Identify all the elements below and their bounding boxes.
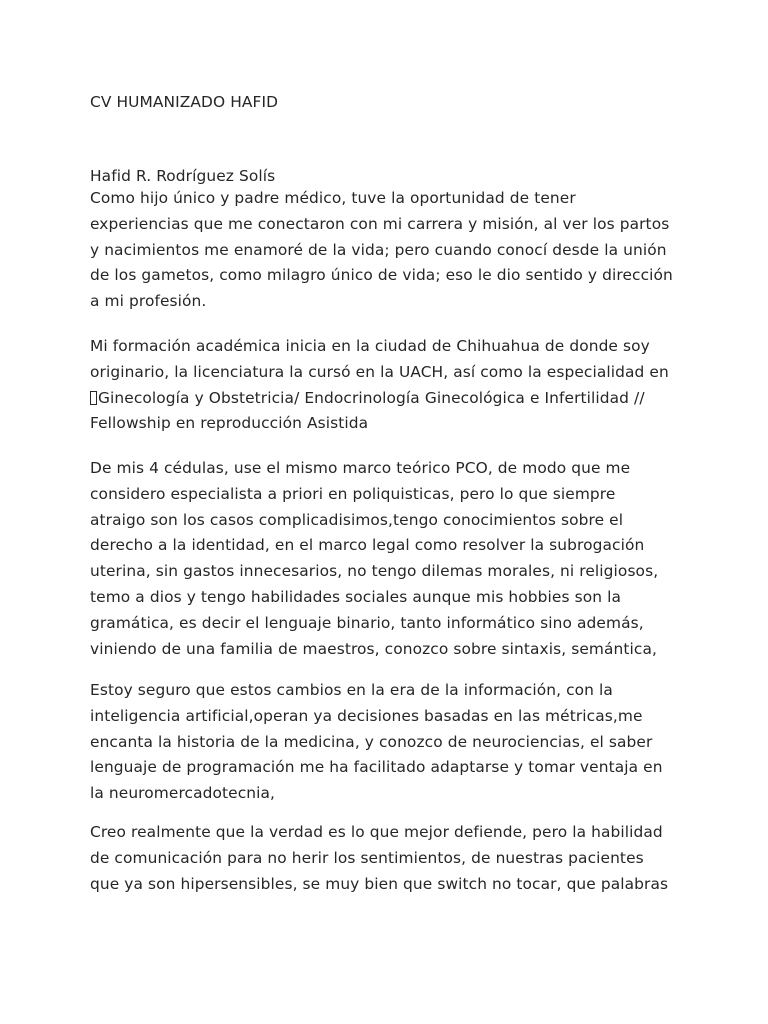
- paragraph-line: Como hijo único y padre médico, tuve la oportunidad de tener: [90, 189, 576, 207]
- paragraph-line: encanta la historia de la medicina, y conozco de neurociencias, el saber: [90, 732, 653, 751]
- paragraph-line: uterina, sin gastos innecesarios, no tengo dilemas morales, ni religiosos,: [90, 562, 659, 581]
- paragraph-line: derecho a la identidad, en el marco legal como resolver la subrogación: [90, 536, 645, 555]
- paragraph-line: temo a dios y tengo habilidades sociales aunque mis hobbies son la: [90, 587, 621, 606]
- author-name: Hafid R. Rodríguez Solís: [90, 167, 276, 185]
- paragraph-line: experiencias que me conectaron con mi carrera y misión, al ver los partos: [90, 214, 670, 233]
- paragraph-line: atraigo son los casos complicadisimos,tengo conocimientos sobre el: [90, 510, 624, 529]
- paragraph-line: de los gametos, como milagro único de vida; eso le dio sentido y dirección: [90, 266, 673, 285]
- paragraph-line: que ya son hipersensibles, se muy bien que switch no tocar, que palabras: [90, 874, 669, 893]
- paragraph-line: gramática, es decir el lenguaje binario, tanto informático sino además,: [90, 613, 644, 632]
- paragraph-line-with-glyph: [90, 386, 690, 412]
- paragraph-line: viniendo de una familia de maestros, conozco sobre sintaxis, semántica,: [90, 639, 657, 658]
- paragraph-line: la neuromercadotecnia,: [90, 784, 276, 803]
- paragraph-line: considero especialista a priori en poliquisticas, pero lo que siempre: [90, 484, 616, 503]
- author-block: [90, 165, 690, 187]
- paragraph-line: De mis 4 cédulas, use el mismo marco teórico PCO, de modo que me: [90, 459, 631, 477]
- paragraph-education: [90, 334, 690, 437]
- paragraph-line: de comunicación para no herir los sentimientos, de nuestras pacientes: [90, 848, 644, 867]
- paragraph-line: lenguaje de programación me ha facilitado adaptarse y tomar ventaja en: [90, 758, 663, 777]
- paragraph-communication: [90, 820, 690, 897]
- paragraph-line: inteligencia artificial,operan ya decisiones basadas en las métricas,me: [90, 706, 643, 725]
- paragraph-line: y nacimientos me enamoré de la vida; pero cuando conocí desde la unión: [90, 240, 667, 259]
- paragraph-line: Creo realmente que la verdad es lo que mejor defiende, pero la habilidad: [90, 823, 663, 841]
- paragraph-credentials: [90, 456, 690, 662]
- paragraph-line: a mi profesión.: [90, 292, 207, 311]
- document-title: CV HUMANIZADO HAFID: [90, 93, 279, 111]
- paragraph-line: Mi formación académica inicia en la ciudad de Chihuahua de donde soy: [90, 337, 650, 355]
- paragraph-intro: [90, 186, 690, 315]
- paragraph-technology: [90, 678, 690, 807]
- paragraph-line-text: Ginecología y Obstetricia/ Endocrinología Ginecológica e Infertilidad //: [98, 388, 645, 407]
- paragraph-line: Fellowship en reproducción Asistida: [90, 414, 369, 433]
- paragraph-line: originario, la licenciatura la cursó en la UACH, así como la especialidad en: [90, 362, 669, 381]
- paragraph-line: Estoy seguro que estos cambios en la era de la información, con la: [90, 681, 613, 699]
- missing-glyph-icon: [90, 391, 97, 405]
